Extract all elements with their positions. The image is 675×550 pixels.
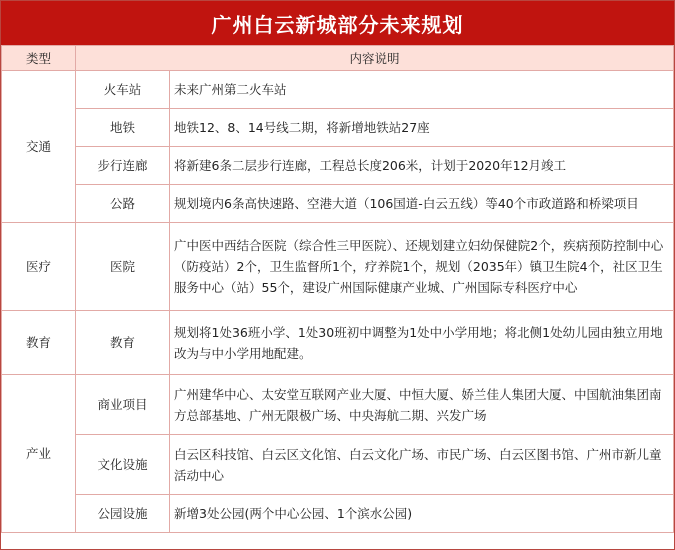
- item-name: 公路: [76, 185, 170, 223]
- item-desc: 规划境内6条高快速路、空港大道（106国道-白云五线）等40个市政道路和桥梁项目: [170, 185, 674, 223]
- table-row: [2, 375, 674, 435]
- item-desc: 广州建华中心、太安堂互联网产业大厦、中恒大厦、娇兰佳人集团大厦、中国航油集团南方总部基地、广州无限极广场、中央海航二期、兴发广场: [170, 375, 674, 435]
- table-row: [2, 495, 674, 533]
- item-name: 文化设施: [76, 435, 170, 495]
- table-row: [2, 435, 674, 495]
- category-transport: 交通: [2, 71, 76, 223]
- item-name: 商业项目: [76, 375, 170, 435]
- category-education: 教育: [2, 311, 76, 375]
- item-name: 步行连廊: [76, 147, 170, 185]
- item-desc: 广中医中西结合医院（综合性三甲医院）、还规划建立妇幼保健院2个，疾病预防控制中心（防疫站）2个，卫生监督所1个，疗养院1个，规划（2035年）镇卫生院4个，社区卫生服务中心（站）55个，建设广州国际健康产业城、广州国际专科医疗中心: [170, 223, 674, 311]
- header-type: 类型: [2, 46, 76, 71]
- planning-table: [1, 45, 674, 533]
- table-header-row: [2, 46, 674, 71]
- table-row: [2, 185, 674, 223]
- item-name: 火车站: [76, 71, 170, 109]
- table-row: [2, 223, 674, 311]
- category-industry: 产业: [2, 375, 76, 533]
- item-name: 医院: [76, 223, 170, 311]
- header-content: 内容说明: [76, 46, 674, 71]
- item-desc: 新增3处公园(两个中心公园、1个滨水公园): [170, 495, 674, 533]
- item-name: 公园设施: [76, 495, 170, 533]
- item-desc: 规划将1处36班小学、1处30班初中调整为1处中小学用地；将北侧1处幼儿园由独立用地改为与中小学用地配建。: [170, 311, 674, 375]
- item-name: 教育: [76, 311, 170, 375]
- item-desc: 未来广州第二火车站: [170, 71, 674, 109]
- item-desc: 地铁12、8、14号线二期，将新增地铁站27座: [170, 109, 674, 147]
- table-row: [2, 311, 674, 375]
- table-row: [2, 71, 674, 109]
- item-name: 地铁: [76, 109, 170, 147]
- table-title: 广州白云新城部分未来规划: [1, 1, 674, 45]
- item-desc: 白云区科技馆、白云区文化馆、白云文化广场、市民广场、白云区图书馆、广州市新儿童活动中心: [170, 435, 674, 495]
- table-row: [2, 109, 674, 147]
- item-desc: 将新建6条二层步行连廊，工程总长度206米，计划于2020年12月竣工: [170, 147, 674, 185]
- category-medical: 医疗: [2, 223, 76, 311]
- table-row: [2, 147, 674, 185]
